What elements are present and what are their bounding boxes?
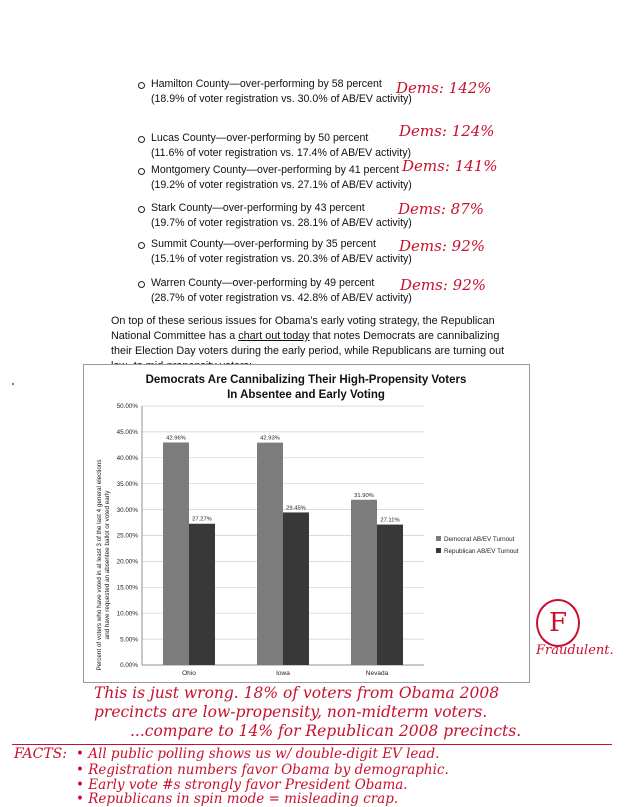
data-label: 27.27% <box>192 516 212 523</box>
bullet-line-1: Lucas County—over-performing by 50 percent <box>151 132 369 144</box>
bar-nevada-republican <box>377 525 403 665</box>
bullet-line-1: Stark County—over-performing by 43 percent <box>151 202 365 214</box>
handwritten-note-stark: Dems: 87% <box>398 200 484 218</box>
legend-swatch-democrat <box>436 536 441 541</box>
chart-svg <box>84 365 529 682</box>
rebuttal-line-2: precincts are low-propensity, non-midterm voters. <box>94 703 488 721</box>
handwritten-note-hamilton: Dems: 142% <box>396 79 492 97</box>
data-label: 42.93% <box>260 435 280 442</box>
fact-1: • All public polling shows us w/ double-digit EV lead. <box>76 746 440 762</box>
handwritten-note-summit: Dems: 92% <box>399 237 485 255</box>
data-label: 42.96% <box>166 435 186 442</box>
chart-subtitle: In Absentee and Early Voting <box>227 389 385 401</box>
bullet-circle-icon <box>138 136 145 143</box>
verdict-note: Fraudulent. <box>536 643 614 658</box>
bullet-circle-icon <box>138 82 145 89</box>
rebuttal-line-3: ...compare to 14% for Republican 2008 precincts. <box>130 722 522 740</box>
legend <box>436 536 519 555</box>
legend-label-democrat: Democrat AB/EV Turnout <box>444 536 515 543</box>
bar-iowa-democrat <box>257 443 283 665</box>
paragraph-text-end: that notes Democrats are cannibalizing their Election Day voters during the early period, while Republicans are turning out <box>111 330 505 357</box>
y-tick-label: 25.00% <box>116 532 138 540</box>
grade-circle <box>536 599 580 647</box>
scan-speck <box>12 383 14 385</box>
bullet-line-1: Summit County—over-performing by 35 percent <box>151 238 376 250</box>
y-tick-label: 15.00% <box>116 584 138 592</box>
paragraph-text-start: On top of these serious issues for Obama’s early voting strategy, the Republican National Committee has a <box>111 315 495 342</box>
bullet-line-2: (11.6% of voter registration vs. 17.4% of AB/EV activity) <box>151 147 412 159</box>
y-tick-label: 50.00% <box>116 403 138 411</box>
fact-3: • Early vote #s strongly favor President Obama. <box>76 777 408 793</box>
rebuttal-line-1: This is just wrong. 18% of voters from Obama 2008 <box>94 684 500 702</box>
bullet-line-2: (19.7% of voter registration vs. 28.1% of AB/EV activity) <box>151 217 412 229</box>
y-tick-label: 45.00% <box>116 429 138 437</box>
handwritten-note-warren: Dems: 92% <box>400 276 486 294</box>
y-tick-label: 5.00% <box>120 636 138 644</box>
y-axis-ticks <box>117 403 139 669</box>
y-axis-label-line-1: Percent of voters who have voted in at least 3 of the last 4 general elections <box>96 459 103 671</box>
y-axis-label-line-2: and have requested an absentee ballot or voted early <box>104 490 111 640</box>
bullet-line-1: Montgomery County—over-performing by 41 percent <box>151 164 399 176</box>
bar-chart <box>83 364 530 683</box>
legend-swatch-republican <box>436 548 441 553</box>
bar-nevada-democrat <box>351 500 377 665</box>
chart-link[interactable]: chart out today <box>238 330 310 342</box>
data-label: 31.90% <box>354 492 374 499</box>
bullet-line-1: Hamilton County—over-performing by 58 percent <box>151 78 382 90</box>
data-label: 27.11% <box>380 517 400 524</box>
bar-ohio-republican <box>189 524 215 665</box>
fact-4: • Republicans in spin mode = misleading crap. <box>76 791 399 807</box>
bullet-line-2: (18.9% of voter registration vs. 30.0% of AB/EV activity) <box>151 93 412 105</box>
divider-line <box>12 744 612 745</box>
bullet-circle-icon <box>138 168 145 175</box>
chart-title: Democrats Are Cannibalizing Their High-Propensity Voters <box>145 374 467 386</box>
bullet-circle-icon <box>138 281 145 288</box>
x-axis-categories <box>182 670 388 677</box>
y-tick-label: 40.00% <box>116 455 138 462</box>
bullet-line-1: Warren County—over-performing by 49 percent <box>151 277 375 289</box>
facts-label: FACTS: <box>14 746 67 762</box>
x-category-label: Iowa <box>276 670 290 677</box>
handwritten-note-lucas: Dems: 124% <box>399 122 495 140</box>
bullet-line-2: (15.1% of voter registration vs. 20.3% of AB/EV activity) <box>151 253 412 265</box>
x-category-label: Nevada <box>365 670 389 677</box>
y-tick-label: 10.00% <box>116 610 138 618</box>
bullet-line-2: (28.7% of voter registration vs. 42.8% of AB/EV activity) <box>151 292 412 304</box>
fact-2: • Registration numbers favor Obama by demographic. <box>76 762 449 778</box>
grade-letter: F <box>549 608 568 638</box>
bars <box>163 442 403 665</box>
bullet-circle-icon <box>138 242 145 249</box>
bullet-line-2: (19.2% of voter registration vs. 27.1% of AB/EV activity) <box>151 179 412 191</box>
bullet-circle-icon <box>138 206 145 213</box>
y-tick-label: 0.00% <box>120 662 138 670</box>
y-tick-label: 30.00% <box>116 506 138 514</box>
x-category-label: Ohio <box>182 670 196 677</box>
y-tick-label: 20.00% <box>116 558 138 566</box>
handwritten-note-montgomery: Dems: 141% <box>402 157 498 175</box>
data-label: 29.45% <box>286 505 306 512</box>
y-tick-label: 35.00% <box>116 480 138 488</box>
bar-ohio-democrat <box>163 442 189 665</box>
legend-label-republican: Republican AB/EV Turnout <box>444 548 519 555</box>
bar-iowa-republican <box>283 512 309 665</box>
